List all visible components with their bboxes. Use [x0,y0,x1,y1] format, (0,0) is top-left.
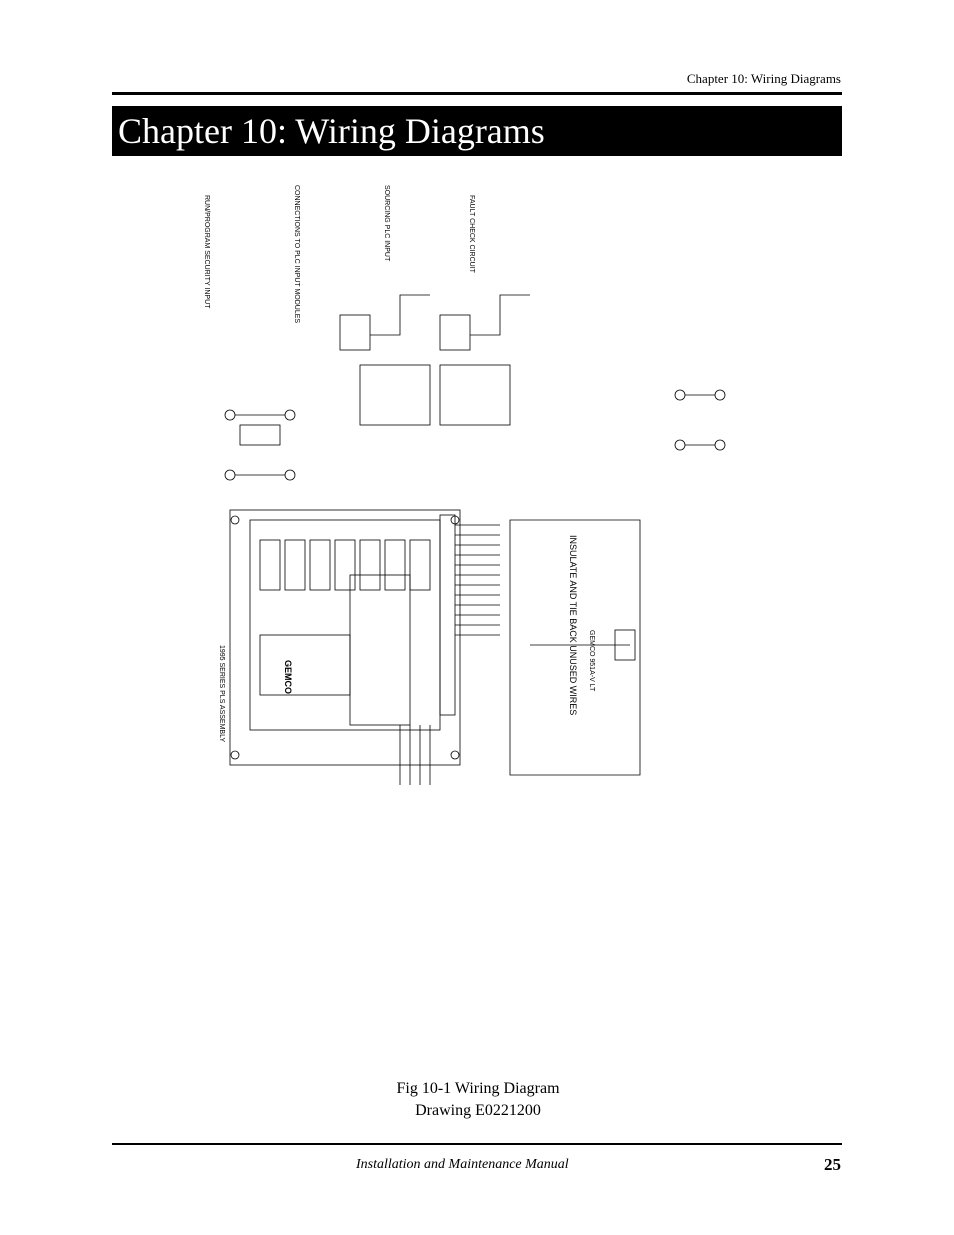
left-notes-title: RUN/PROGRAM SECURITY INPUT [203,195,210,309]
wiring-diagram [200,175,750,790]
fault-check-title: FAULT CHECK CIRCUIT [468,195,475,273]
top-rule [112,92,842,95]
figure-caption [300,1078,656,1122]
plc-module-top [360,365,430,425]
module-label-bottom: SOURCING PLC INPUT [383,185,390,262]
page-number: 25 [824,1155,841,1174]
brand-label: GEMCO [283,660,293,695]
footer-manual-title: Installation and Maintenance Manual [356,1157,569,1172]
gemco-label-box [260,635,350,695]
chapter-title-bar [112,106,842,156]
module-label-top: CONNECTIONS TO PLC INPUT MODULES [293,185,300,324]
chapter-title: Chapter 10: Wiring Diagrams [118,111,545,151]
caption-line-2: Drawing E0221200 [415,1102,541,1119]
plc-module-bottom [440,365,510,425]
wire-note: INSULATE AND TIE BACK UNUSED WIRES [568,535,578,716]
bottom-rule [112,1143,842,1145]
pls-assembly-box [230,510,460,765]
assembly-title: 1995 SERIES PLS ASSEMBLY [218,645,225,743]
cable-label: GEMCO 951A-V LT [588,630,595,692]
caption-line-1: Fig 10-1 Wiring Diagram [396,1080,560,1097]
running-head: Chapter 10: Wiring Diagrams [686,71,841,86]
